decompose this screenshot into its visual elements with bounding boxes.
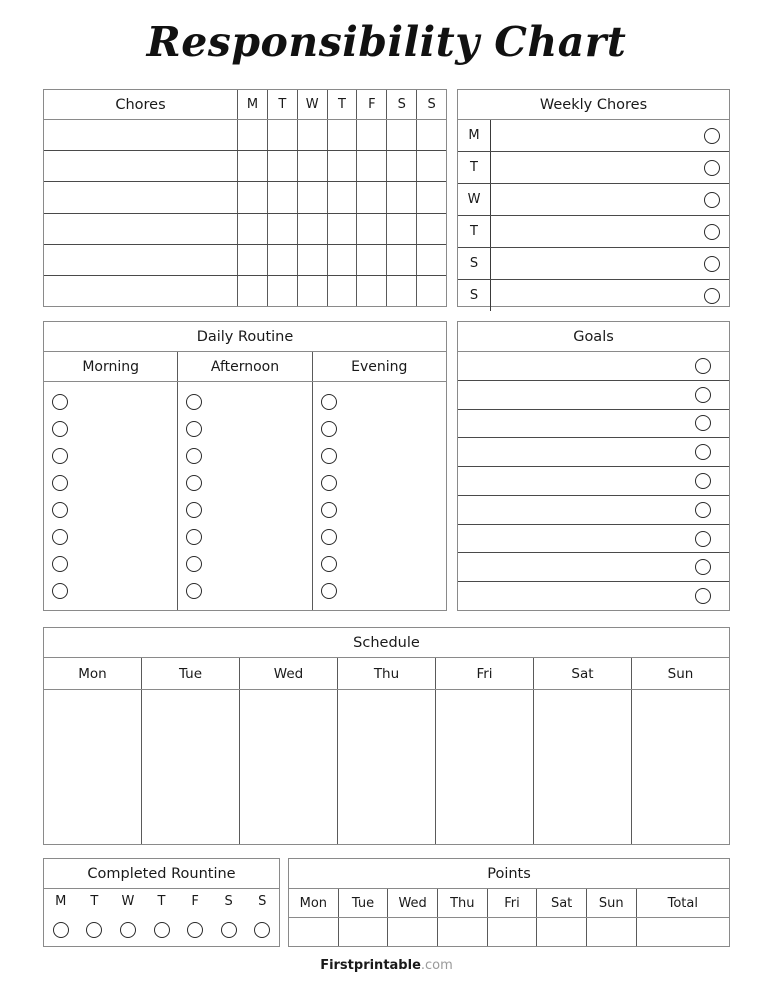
weekly-chores-day-label: S: [458, 280, 491, 311]
circle-checkbox-icon[interactable]: [52, 394, 68, 410]
chores-check-cell-fri[interactable]: [357, 151, 387, 181]
weekly-chores-body: [458, 120, 729, 306]
points-header-tue: Tue: [339, 889, 389, 917]
chores-check-cell-sun[interactable]: [417, 182, 446, 212]
points-value-sat[interactable]: [537, 918, 587, 946]
chores-check-cell-fri[interactable]: [357, 120, 387, 150]
circle-checkbox-icon[interactable]: [186, 421, 202, 437]
chores-check-cell-fri[interactable]: [357, 214, 387, 244]
table-row[interactable]: [44, 276, 446, 306]
chores-day-header-sun: S: [427, 97, 436, 112]
weekly-chores-day-label: T: [458, 152, 491, 183]
completed-routine-checkbox-cell-tue[interactable]: [78, 922, 112, 938]
circle-checkbox-icon[interactable]: [52, 475, 68, 491]
chores-header-row: [44, 90, 446, 120]
chores-title: Chores: [44, 90, 238, 119]
schedule-day-headers: [44, 658, 729, 690]
chores-check-cell-sat[interactable]: [387, 276, 417, 306]
circle-checkbox-icon[interactable]: [695, 531, 711, 547]
table-row[interactable]: [44, 182, 446, 213]
chores-check-cell-fri[interactable]: [357, 276, 387, 306]
circle-checkbox-icon[interactable]: [704, 256, 720, 272]
chores-check-cell-thu[interactable]: [328, 245, 358, 275]
chores-day-header-tue: T: [268, 90, 298, 119]
list-item[interactable]: [458, 216, 729, 248]
points-header-mon: Mon: [289, 889, 339, 917]
points-section: [288, 858, 730, 947]
daily-routine-section: [43, 321, 447, 611]
chores-check-cell-fri[interactable]: [357, 245, 387, 275]
list-item[interactable]: [458, 525, 729, 554]
completed-routine-checkbox-cell-fri[interactable]: [178, 922, 212, 938]
circle-checkbox-icon[interactable]: [187, 922, 203, 938]
daily-routine-title: Daily Routine: [44, 322, 446, 352]
circle-checkbox-icon[interactable]: [321, 502, 337, 518]
circle-checkbox-icon[interactable]: [321, 583, 337, 599]
points-title: Points: [289, 859, 729, 889]
daily-routine-column-morning: [44, 382, 178, 610]
circle-checkbox-icon[interactable]: [321, 394, 337, 410]
chores-check-cell-sat[interactable]: [387, 151, 417, 181]
circle-checkbox-icon[interactable]: [321, 475, 337, 491]
circle-checkbox-icon[interactable]: [704, 192, 720, 208]
circle-checkbox-icon[interactable]: [704, 160, 720, 176]
chores-day-header-fri: F: [357, 90, 387, 119]
circle-checkbox-icon[interactable]: [695, 588, 711, 604]
points-header-sun: Sun: [587, 889, 637, 917]
chores-check-cell-tue[interactable]: [268, 120, 298, 150]
schedule-header-thu: Thu: [338, 658, 436, 689]
chores-check-cell-mon[interactable]: [238, 276, 268, 306]
circle-checkbox-icon[interactable]: [321, 529, 337, 545]
weekly-chores-checkbox-cell[interactable]: [695, 256, 729, 272]
points-header-wed: Wed: [388, 889, 438, 917]
circle-checkbox-icon[interactable]: [186, 502, 202, 518]
chores-check-cell-mon[interactable]: [238, 120, 268, 150]
chores-check-cell-thu[interactable]: [328, 151, 358, 181]
goals-title: Goals: [458, 322, 729, 352]
chores-check-cell-sun[interactable]: [417, 245, 446, 275]
points-header-fri: Fri: [488, 889, 538, 917]
circle-checkbox-icon[interactable]: [154, 922, 170, 938]
weekly-chores-day-label: W: [458, 184, 491, 215]
chores-day-header-mon: M: [238, 90, 268, 119]
list-item[interactable]: [458, 280, 729, 311]
completed-routine-header-sat: S: [224, 894, 233, 909]
chores-name-cell[interactable]: [44, 182, 238, 212]
circle-checkbox-icon[interactable]: [120, 922, 136, 938]
chores-check-cell-sat[interactable]: [387, 182, 417, 212]
list-item[interactable]: [458, 467, 729, 496]
daily-routine-header-afternoon: Afternoon: [178, 352, 312, 381]
list-item[interactable]: [458, 496, 729, 525]
completed-routine-checkbox-cell-mon[interactable]: [44, 922, 78, 938]
circle-checkbox-icon[interactable]: [695, 559, 711, 575]
list-item[interactable]: [458, 352, 729, 381]
points-column-headers: [289, 889, 729, 918]
chores-check-cell-sat[interactable]: [387, 245, 417, 275]
points-value-wed[interactable]: [388, 918, 438, 946]
chores-day-header-sat: S: [387, 90, 417, 119]
daily-routine-column-afternoon: [178, 382, 312, 610]
table-row[interactable]: [44, 214, 446, 245]
circle-checkbox-icon[interactable]: [186, 556, 202, 572]
chores-check-cell-tue[interactable]: [268, 276, 298, 306]
list-item[interactable]: [458, 553, 729, 582]
chores-name-cell[interactable]: [44, 151, 238, 181]
list-item[interactable]: [458, 248, 729, 280]
circle-checkbox-icon[interactable]: [695, 473, 711, 489]
chores-check-cell-tue[interactable]: [268, 182, 298, 212]
weekly-chores-checkbox-cell[interactable]: [695, 128, 729, 144]
table-row[interactable]: [44, 120, 446, 151]
chores-section: [43, 89, 447, 307]
circle-checkbox-icon[interactable]: [53, 922, 69, 938]
chores-check-cell-tue[interactable]: [268, 214, 298, 244]
circle-checkbox-icon[interactable]: [695, 387, 711, 403]
circle-checkbox-icon[interactable]: [52, 529, 68, 545]
completed-routine-header-fri: F: [191, 894, 199, 909]
weekly-chores-title: Weekly Chores: [458, 90, 729, 120]
list-item[interactable]: [458, 120, 729, 152]
footer-tld: .com: [420, 958, 453, 973]
chores-name-cell[interactable]: [44, 276, 238, 306]
points-value-fri[interactable]: [488, 918, 538, 946]
completed-routine-header-thu: T: [157, 894, 166, 909]
chores-check-cell-wed[interactable]: [298, 151, 328, 181]
chores-check-cell-mon[interactable]: [238, 151, 268, 181]
chores-check-cell-tue[interactable]: [268, 245, 298, 275]
chores-check-cell-fri[interactable]: [357, 182, 387, 212]
chores-check-cell-wed[interactable]: [298, 182, 328, 212]
list-item[interactable]: [458, 410, 729, 439]
circle-checkbox-icon[interactable]: [186, 583, 202, 599]
chores-check-cell-sun[interactable]: [417, 276, 446, 306]
chores-check-cell-sat[interactable]: [387, 214, 417, 244]
completed-routine-header-tue: T: [90, 894, 99, 909]
weekly-chores-checkbox-cell[interactable]: [695, 288, 729, 304]
circle-checkbox-icon[interactable]: [52, 502, 68, 518]
completed-routine-header-wed: W: [121, 894, 135, 909]
footer-branding: [0, 958, 773, 973]
completed-routine-section: [43, 858, 280, 947]
chores-check-cell-mon[interactable]: [238, 245, 268, 275]
schedule-header-wed: Wed: [240, 658, 338, 689]
daily-routine-column-evening: [313, 382, 446, 610]
schedule-cell-tue[interactable]: [142, 690, 240, 844]
circle-checkbox-icon[interactable]: [186, 448, 202, 464]
page-title: Responsibility Chart: [146, 18, 627, 66]
chores-check-cell-wed[interactable]: [298, 245, 328, 275]
points-value-tue[interactable]: [339, 918, 389, 946]
circle-checkbox-icon[interactable]: [186, 394, 202, 410]
circle-checkbox-icon[interactable]: [221, 922, 237, 938]
goals-section: [457, 321, 730, 611]
chores-day-header-wed: W: [298, 90, 328, 119]
circle-checkbox-icon[interactable]: [186, 529, 202, 545]
completed-routine-checkboxes: [44, 915, 279, 945]
chores-check-cell-sun[interactable]: [417, 151, 446, 181]
points-header-sat: Sat: [537, 889, 587, 917]
schedule-header-mon: Mon: [44, 658, 142, 689]
list-item[interactable]: [458, 152, 729, 184]
chores-day-header-thu: T: [328, 90, 358, 119]
schedule-cell-wed[interactable]: [240, 690, 338, 844]
chores-check-cell-sun[interactable]: [417, 120, 446, 150]
circle-checkbox-icon[interactable]: [321, 448, 337, 464]
points-value-mon[interactable]: [289, 918, 339, 946]
chores-check-cell-sat[interactable]: [387, 120, 417, 150]
points-value-sun[interactable]: [587, 918, 637, 946]
circle-checkbox-icon[interactable]: [52, 556, 68, 572]
circle-checkbox-icon[interactable]: [254, 922, 270, 938]
table-row[interactable]: [44, 151, 446, 182]
completed-routine-checkbox-cell-wed[interactable]: [111, 922, 145, 938]
chores-check-cell-thu[interactable]: [328, 182, 358, 212]
circle-checkbox-icon[interactable]: [52, 421, 68, 437]
circle-checkbox-icon[interactable]: [704, 224, 720, 240]
list-item[interactable]: [458, 381, 729, 410]
daily-routine-header-evening: Evening: [351, 359, 408, 375]
chores-check-cell-tue[interactable]: [268, 151, 298, 181]
schedule-cell-fri[interactable]: [436, 690, 534, 844]
completed-routine-checkbox-cell-thu[interactable]: [145, 922, 179, 938]
list-item[interactable]: [458, 438, 729, 467]
weekly-chores-day-label: S: [458, 248, 491, 279]
circle-checkbox-icon[interactable]: [52, 583, 68, 599]
chores-check-cell-wed[interactable]: [298, 214, 328, 244]
completed-routine-title: Completed Rountine: [44, 859, 279, 889]
daily-routine-columns: [44, 382, 446, 610]
points-value-thu[interactable]: [438, 918, 488, 946]
schedule-section: [43, 627, 730, 845]
weekly-chores-checkbox-cell[interactable]: [695, 224, 729, 240]
circle-checkbox-icon[interactable]: [321, 556, 337, 572]
weekly-chores-checkbox-cell[interactable]: [695, 192, 729, 208]
chores-check-cell-mon[interactable]: [238, 182, 268, 212]
chores-check-cell-wed[interactable]: [298, 120, 328, 150]
circle-checkbox-icon[interactable]: [186, 475, 202, 491]
circle-checkbox-icon[interactable]: [704, 128, 720, 144]
circle-checkbox-icon[interactable]: [695, 502, 711, 518]
circle-checkbox-icon[interactable]: [321, 421, 337, 437]
weekly-chores-day-label: M: [458, 120, 491, 151]
chores-check-cell-sun[interactable]: [417, 214, 446, 244]
daily-routine-column-headers: [44, 352, 446, 382]
weekly-chores-day-label: T: [458, 216, 491, 247]
schedule-header-fri: Fri: [436, 658, 534, 689]
circle-checkbox-icon[interactable]: [704, 288, 720, 304]
circle-checkbox-icon[interactable]: [695, 444, 711, 460]
completed-routine-header-sun: S: [258, 894, 267, 909]
chores-body: [44, 120, 446, 306]
chores-check-cell-thu[interactable]: [328, 276, 358, 306]
footer-brand-name: Firstprintable: [320, 958, 421, 973]
schedule-cell-mon[interactable]: [44, 690, 142, 844]
schedule-body: [44, 690, 729, 844]
list-item[interactable]: [458, 582, 729, 610]
circle-checkbox-icon[interactable]: [695, 358, 711, 374]
weekly-chores-checkbox-cell[interactable]: [695, 160, 729, 176]
points-header-thu: Thu: [438, 889, 488, 917]
daily-routine-header-morning: Morning: [44, 352, 178, 381]
chores-check-cell-thu[interactable]: [328, 214, 358, 244]
schedule-header-tue: Tue: [142, 658, 240, 689]
schedule-header-sat: Sat: [534, 658, 632, 689]
schedule-header-sun: Sun: [667, 666, 694, 682]
schedule-title: Schedule: [44, 628, 729, 658]
schedule-cell-sun[interactable]: [632, 690, 729, 844]
completed-routine-day-headers: [44, 889, 279, 915]
goals-body: [458, 352, 729, 610]
schedule-cell-sat[interactable]: [534, 690, 632, 844]
table-row[interactable]: [44, 245, 446, 276]
weekly-chores-section: [457, 89, 730, 307]
completed-routine-checkbox-cell-sun[interactable]: [245, 922, 279, 938]
circle-checkbox-icon[interactable]: [52, 448, 68, 464]
list-item[interactable]: [458, 184, 729, 216]
completed-routine-checkbox-cell-sat[interactable]: [212, 922, 246, 938]
points-value-total[interactable]: [637, 918, 729, 946]
chores-check-cell-mon[interactable]: [238, 214, 268, 244]
chores-name-cell[interactable]: [44, 245, 238, 275]
circle-checkbox-icon[interactable]: [86, 922, 102, 938]
points-value-row: [289, 918, 729, 946]
chores-name-cell[interactable]: [44, 120, 238, 150]
chores-check-cell-wed[interactable]: [298, 276, 328, 306]
points-header-total: Total: [667, 896, 698, 911]
chores-check-cell-thu[interactable]: [328, 120, 358, 150]
completed-routine-header-mon: M: [55, 894, 67, 909]
circle-checkbox-icon[interactable]: [695, 415, 711, 431]
schedule-cell-thu[interactable]: [338, 690, 436, 844]
chores-name-cell[interactable]: [44, 214, 238, 244]
